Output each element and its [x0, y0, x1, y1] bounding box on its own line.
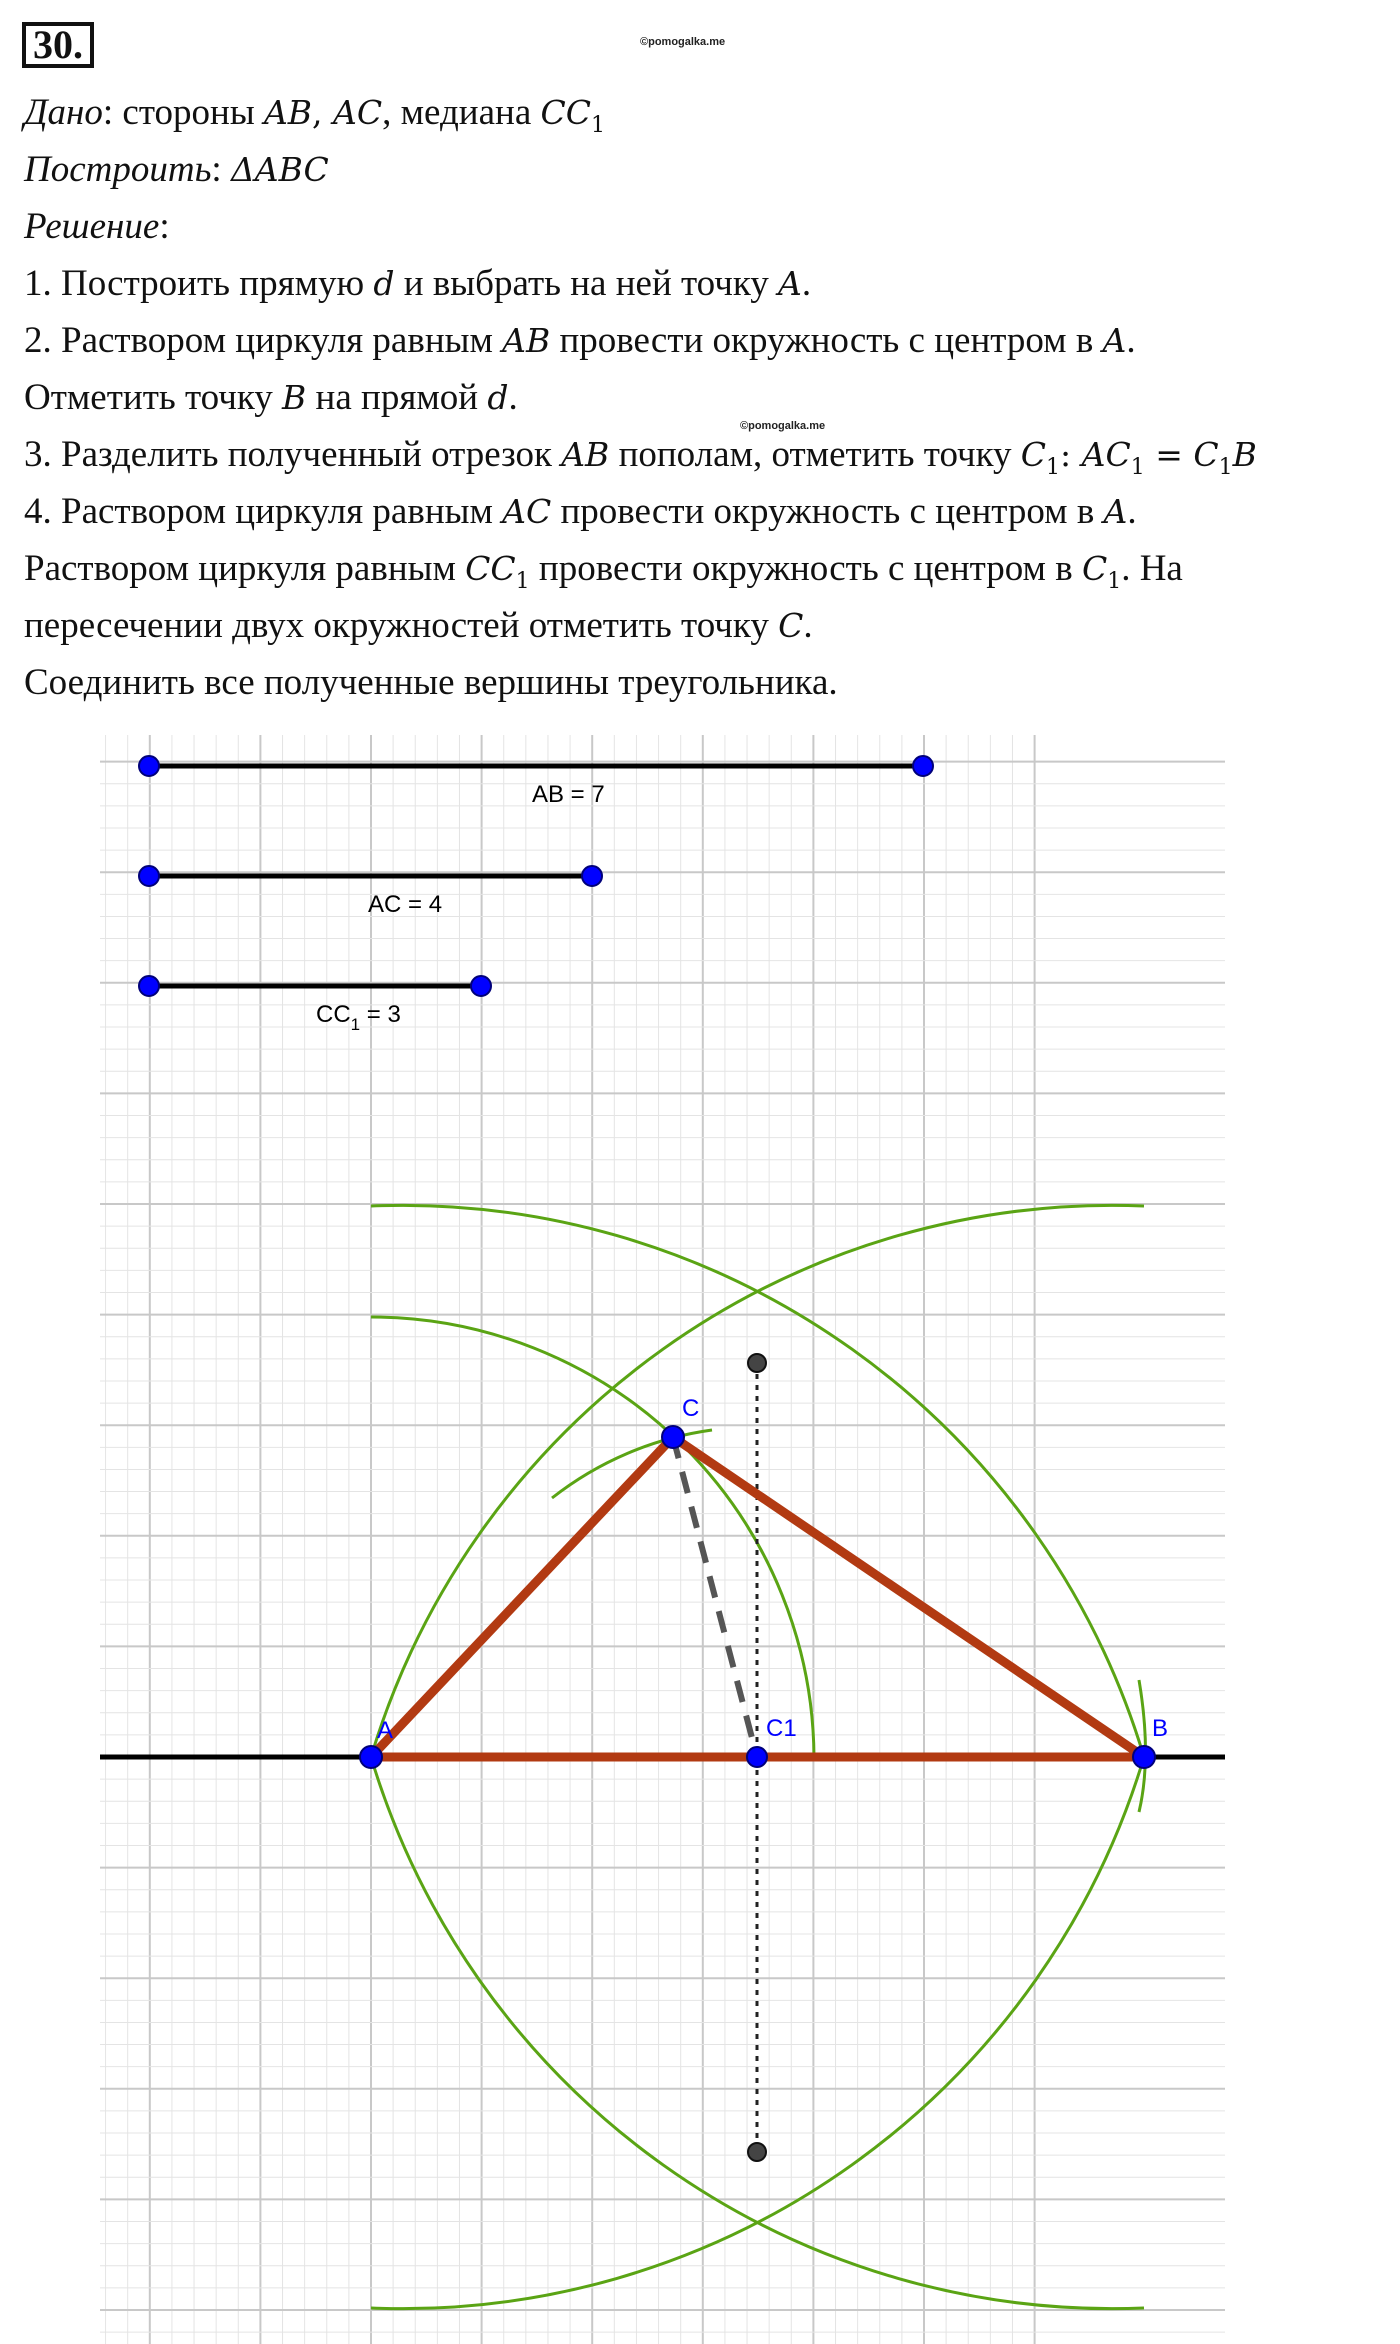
- point-c-label: C: [682, 1395, 700, 1422]
- step4-A: A: [1103, 492, 1128, 531]
- step1-text2: и выбрать на ней точку: [394, 263, 779, 304]
- step2-text2: провести окружность с центром в: [550, 320, 1103, 361]
- segment-ab-start-point: [139, 756, 159, 776]
- point-a-label: A: [377, 1717, 394, 1744]
- step4-l3-end: .: [803, 605, 813, 646]
- step4-c1: C: [1081, 549, 1108, 588]
- triangle-side-ac: [371, 1437, 673, 1757]
- grid: [100, 735, 1225, 2344]
- construct-triangle: ΔABC: [230, 150, 329, 189]
- step4-l2-end: . На: [1121, 548, 1183, 589]
- step3-c1b: C: [1193, 435, 1219, 474]
- step4-text2: провести окружность с центром в: [551, 491, 1104, 532]
- step2-l2-end: .: [508, 377, 518, 418]
- step2-end: .: [1126, 320, 1136, 361]
- step2-text: 2. Раствором циркуля равным: [24, 320, 503, 361]
- step2-l2-text2: на прямой: [306, 377, 488, 418]
- step3-c1b-sub: 1: [1218, 455, 1233, 480]
- step4-c1-sub: 1: [1107, 569, 1122, 594]
- bisector-top-point: [748, 1354, 766, 1372]
- step1-end: .: [801, 263, 812, 304]
- step3-eq: =: [1144, 435, 1194, 474]
- step2-A: A: [1102, 321, 1127, 360]
- step3-c1: C: [1020, 435, 1047, 474]
- construct-colon: :: [211, 149, 231, 190]
- step2-d: d: [487, 378, 509, 417]
- given-ab: AB: [263, 93, 313, 132]
- problem-number: 30.: [22, 22, 94, 68]
- given-comma: ,: [312, 93, 334, 132]
- step3-B: B: [1232, 435, 1257, 474]
- solution-colon: :: [159, 206, 170, 247]
- construct-label: Построить: [24, 149, 212, 190]
- given-cc: CC: [540, 93, 591, 132]
- given-median-text: , медиана: [382, 92, 541, 133]
- segment-ac-start-point: [139, 866, 159, 886]
- step4-cc: CC: [465, 549, 516, 588]
- step1-A: A: [778, 264, 802, 303]
- point-b-label: B: [1152, 1715, 1169, 1742]
- segment-ab-end-point: [913, 756, 933, 776]
- segment-ab-label: AB = 7: [532, 781, 605, 808]
- step3-ac: AC: [1081, 435, 1131, 474]
- triangle-side-cb: [673, 1437, 1144, 1757]
- point-c1: [747, 1747, 767, 1767]
- step4-l2-text: Раствором циркуля равным: [24, 548, 466, 589]
- segment-cc1-end-point: [471, 976, 491, 996]
- step4-end: .: [1127, 491, 1137, 532]
- step3-text2: пополам, отметить точку: [609, 434, 1021, 475]
- step4-cc-sub: 1: [515, 569, 530, 594]
- step2-ab: AB: [502, 321, 551, 360]
- point-c: [662, 1426, 684, 1448]
- point-b: [1133, 1746, 1155, 1768]
- step3-colon: :: [1060, 435, 1082, 474]
- step3-ac-sub: 1: [1130, 455, 1145, 480]
- step4-text: 4. Раствором циркуля равным: [24, 491, 503, 532]
- point-c1-label: C1: [766, 1715, 797, 1742]
- given-ac: AC: [333, 93, 383, 132]
- step2-l2-text: Отметить точку: [24, 377, 283, 418]
- step4-l4-text: Соединить все полученные вершины треугольника.: [24, 662, 838, 703]
- step4-C: C: [778, 606, 804, 645]
- step4-l3-text: пересечении двух окружностей отметить точку: [24, 605, 779, 646]
- step1-text: 1. Построить прямую: [24, 263, 374, 304]
- watermark-top: ©pomogalka.me: [640, 36, 726, 48]
- step1-d: d: [373, 264, 395, 303]
- watermark-middle: ©pomogalka.me: [740, 420, 826, 432]
- given-text: : стороны: [102, 92, 264, 133]
- point-a: [360, 1746, 382, 1768]
- given-label: Дано: [24, 92, 103, 133]
- segment-cc1-label: $CC_1 = 3$: [316, 1001, 401, 1034]
- step2-B: B: [282, 378, 307, 417]
- step4-ac: AC: [502, 492, 552, 531]
- step3-text: 3. Разделить полученный отрезок: [24, 434, 562, 475]
- given-cc-sub: 1: [591, 113, 605, 138]
- segment-ac-label: AC = 4: [368, 891, 443, 918]
- solution-label: Решение: [24, 206, 160, 247]
- step4-l2-text2: провести окружность с центром в: [529, 548, 1082, 589]
- segment-ac-end-point: [582, 866, 602, 886]
- step3-c1-sub: 1: [1046, 455, 1061, 480]
- step3-ab: AB: [561, 435, 610, 474]
- segment-cc1-start-point: [139, 976, 159, 996]
- bisector-bottom-point: [748, 2143, 766, 2161]
